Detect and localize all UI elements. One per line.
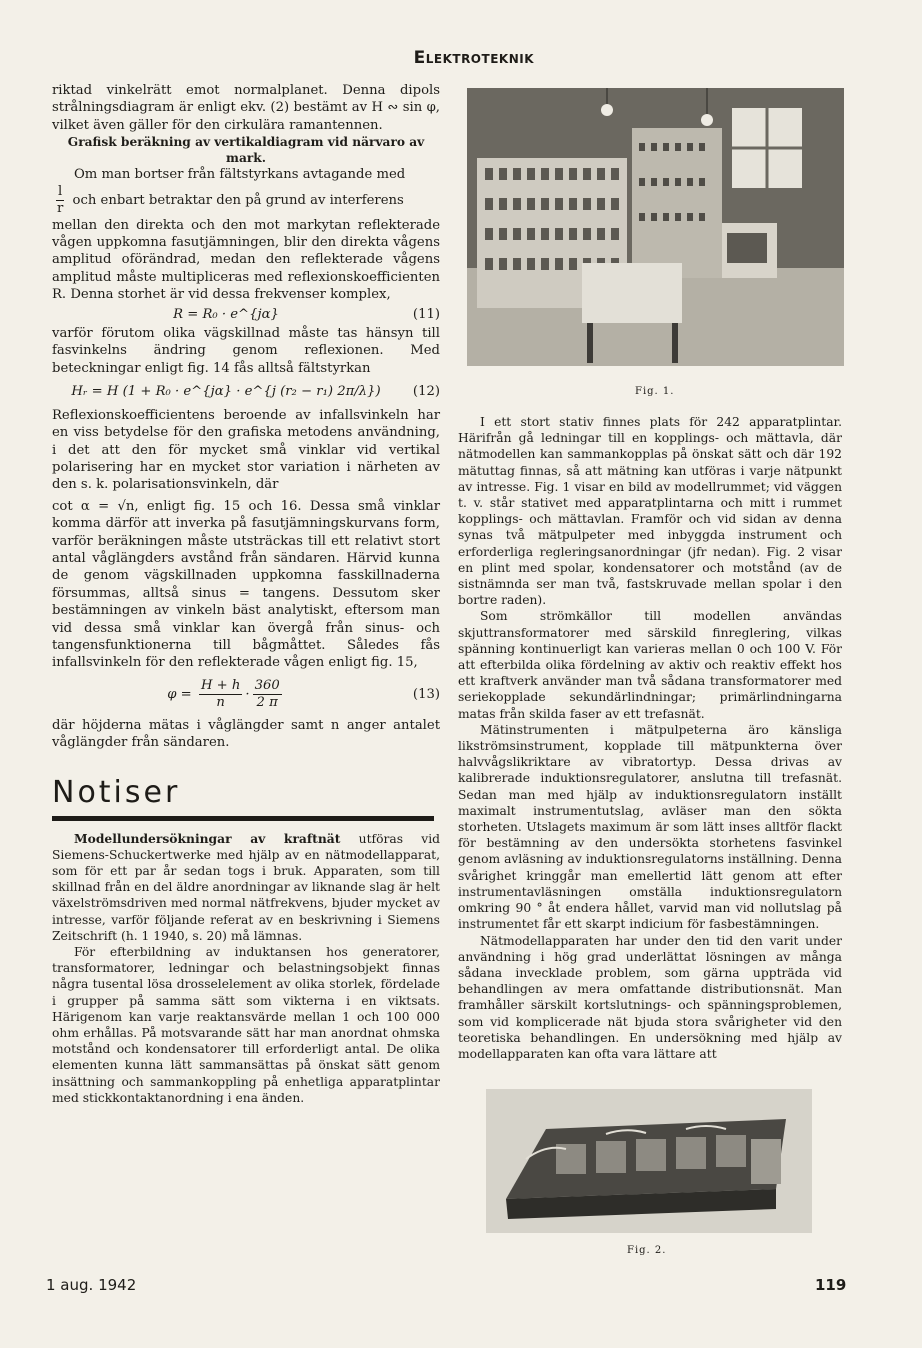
paragraph: varför förutom olika vägskillnad måste tas hänsyn till fasvinkelns ändring genom reflexionen. Med beteckningar enligt fig. 14 fås alltså fältstyrkan [52,326,440,376]
paragraph: Som strömkällor till modellen användas skjuttransformatorer med särskild finreglering, vilkas spänning kontinuerligt kan varieras mellan 0 och 100 V. För att efterbilda olika fördelning av aktiv och reaktiv effekt hos ett kraftverk använder man två sådana transformatorer med seriekopplade sekundärlindningar; primärlindningarna matas från skilda faser av ett trefasnät. [458,609,842,721]
fraction-denominator: 2 π [256,694,278,710]
equation-12 [52,383,440,400]
paragraph: mellan den direkta och den mot markytan reflekterade vågen uppkomna fasutjämningen, blir den direkta vågens amplitud oförändrad, medan den reflekterade vågens amplitud måste multipliceras med reflexionskoefficienten R. Denna storhet är vid dessa frekvenser komplex, [52,217,440,303]
equation-body: Hᵣ = H (1 + R₀ · e^{jα} · e^{j (r₂ − r₁) 2π/λ}) [71,384,381,400]
run-in-heading: Modellundersökningar av kraftnät [74,830,341,846]
paragraph: Reflexionskoefficientens beroende av infallsvinkeln har en viss betydelse för den grafiska metodens användning, i det att den för mycket små vinklar vid vertikal polarisering har en mycket stor variation i närheten av den s. k. polarisationsvinkeln, där [52,407,440,493]
figure-2-photo [486,1089,812,1233]
paragraph: riktad vinkelrätt emot normalplanet. Denna dipols strålningsdiagram är enligt ekv. (2) bestämt av H ∾ sin φ, vilket även gäller för den cirkulära ramantennen. [52,83,440,133]
equation-body: φ = $\frac{H + h}{n}$ · $\frac{360}{2 \pi}$ [167,677,280,710]
figure-1-photo [467,88,844,366]
left-column [52,82,440,1106]
paragraph: Mätinstrumenten i mätpulpeterna äro känsliga likströmsinstrument, kopplade till mätpunkterna över halvvågslikriktare av vibratortyp. Dessa drivas av kalibrerade induktionsregulatorer, anslutna till trefasnät. Sedan man med hjälp av induktionsregulatorn inställt maximalt instrumentutslag, avläser man den sökta storheten. Utslagets maximum är som lätt inses alltför flackt för bestämning av den undersökta storhetens fasvinkel genom avläsning av induktionsregulatorns inställning. Denna svårighet kringgår man emellertid lätt genom att efter instrumentavläsningen omställa induktionsregulatorn omkring 90 ° åt endera hållet, varvid man vid nollutslag på instrumentet får ett skarpt indicium för fasbestämningen. [458,722,842,932]
paragraph-text: och enbart betraktar den på grund av interferens [72,192,404,208]
fraction-denominator: n [216,694,225,710]
fraction-numerator: 360 [254,677,280,693]
fraction [55,184,65,217]
issue-date: 1 aug. 1942 [46,1276,137,1294]
equation-body: R = R₀ · e^{jα} [173,306,279,322]
fraction-numerator: H + h [200,677,241,693]
page-number: 119 [815,1276,847,1294]
paragraph: I ett stort stativ finnes plats för 242 apparatplintar. Härifrån gå ledningar till en kopplings- och mättavla, där nätmodellen kan sammankopplas på önskat sätt och där 192 mätuttag finnas, så att mätning kan utföras i varje nätpunkt av intresse. Fig. 1 visar en bild av modellrummet; vid väggen t. v. står stativet med apparatplintarna och mitt i rummet kopplings- och mättavlan. Framför och vid sidan av denna synas två mätpulpeter med inbyggda instrument och erforderliga regleringsanordningar (jfr nedan). Fig. 2 visar en plint med spolar, kondensatorer och motstånd (av de sistnämnda ser man två, fastskruvade mellan spolar i den bortre raden). [458,415,842,608]
paragraph: cot α = √n, enligt fig. 15 och 16. Dessa små vinklar komma därför att inverka på fasutjämningskurvans form, varför beräkningen måste utsträckas till ett relativt stort antal våglängders avstånd från sändaren. Härvid kunna de genom vägskillnaden uppkomna fasskillnaderna försummas, alltså sinus = tangens. Dessutom sker bestämningen av vinkeln bäst analytiskt, eftersom man vid dessa små vinklar kan övergå från sinus- och tangensfunktionerna till bågmåttet. Således fås infallsvinkeln för den reflekterade vågen enligt fig. 15, [52,498,440,671]
fraction [199,678,242,711]
figure-1-caption: Fig. 1. [635,386,675,397]
section-title: Notiser [52,774,181,810]
section-header: Elektroteknik [413,48,534,68]
apparatus-plinth-illustration [486,1089,812,1233]
equation-13 [52,678,440,711]
equation-11 [52,306,440,323]
equation-number: (12) [412,384,440,400]
paragraph [52,184,440,217]
right-column [458,414,842,1062]
paragraph: Om man bortser från fältstyrkans avtagande med [74,167,406,183]
equation-number: (13) [412,686,440,702]
equation-number: (11) [412,306,440,322]
figure-2-caption: Fig. 2. [627,1245,667,1256]
paragraph: Nätmodellapparaten har under den tid den varit under användning i hög grad underlättat lösningen av många sådana invecklade problem, som gärna uppträda vid behandlingen av mera omfattande distributionsnät. Man framhåller särskilt kortslutnings- och spänningsproblemen, som vid komplicerade nät bjuda stora svårigheter vid den teoretiska behandlingen. En undersökning med hjälp av modellapparaten kan ofta vara lättare att [458,933,842,1061]
paragraph: där höjderna mätas i våglängder samt n anger antalet våglängder från sändaren. [52,717,440,751]
fraction-numerator: l [58,183,63,199]
subheading: Grafisk beräkning av vertikaldiagram vid närvaro av mark. [67,135,425,166]
fraction [253,678,282,711]
paragraph-text: utföras vid Siemens-Schuckertwerke med hjälp av en nätmodellapparat, som för ett par år sedan togs i bruk. Apparaten, som till skillnad från en del äldre anordningar av liknande slag är helt växelströmsdriven med normal nätfrekvens, bjuder mycket av intresse, varför följande referat av en beskrivning i Siemens Zeitschrift (h. 1 1940, s. 20) må lämnas. [52,831,440,943]
paragraph [52,831,440,944]
paragraph: För efterbildning av induktansen hos generatorer, transformatorer, ledningar och belastningsobjekt finnas några tusental lösa drosselelement av olika storlek, fördelade i grupper på samma sätt som vikterna i en viktsats. Härigenom kan varje reaktansvärde mellan 1 och 100 000 ohm erhållas. På motsvarande sätt har man anordnat ohmska motstånd och kondensatorer till erforderligt antal. De olika elementen kunna lätt sammansättas på önskat sätt genom insättning och sammankoppling på enhetliga apparatplintar med stickkontaktanordning i ena änden. [52,945,440,1105]
modelroom-photo-illustration [467,88,844,366]
equation-lhs: φ = [167,686,192,702]
section-rule [52,816,434,821]
fraction-denominator: r [57,200,64,216]
